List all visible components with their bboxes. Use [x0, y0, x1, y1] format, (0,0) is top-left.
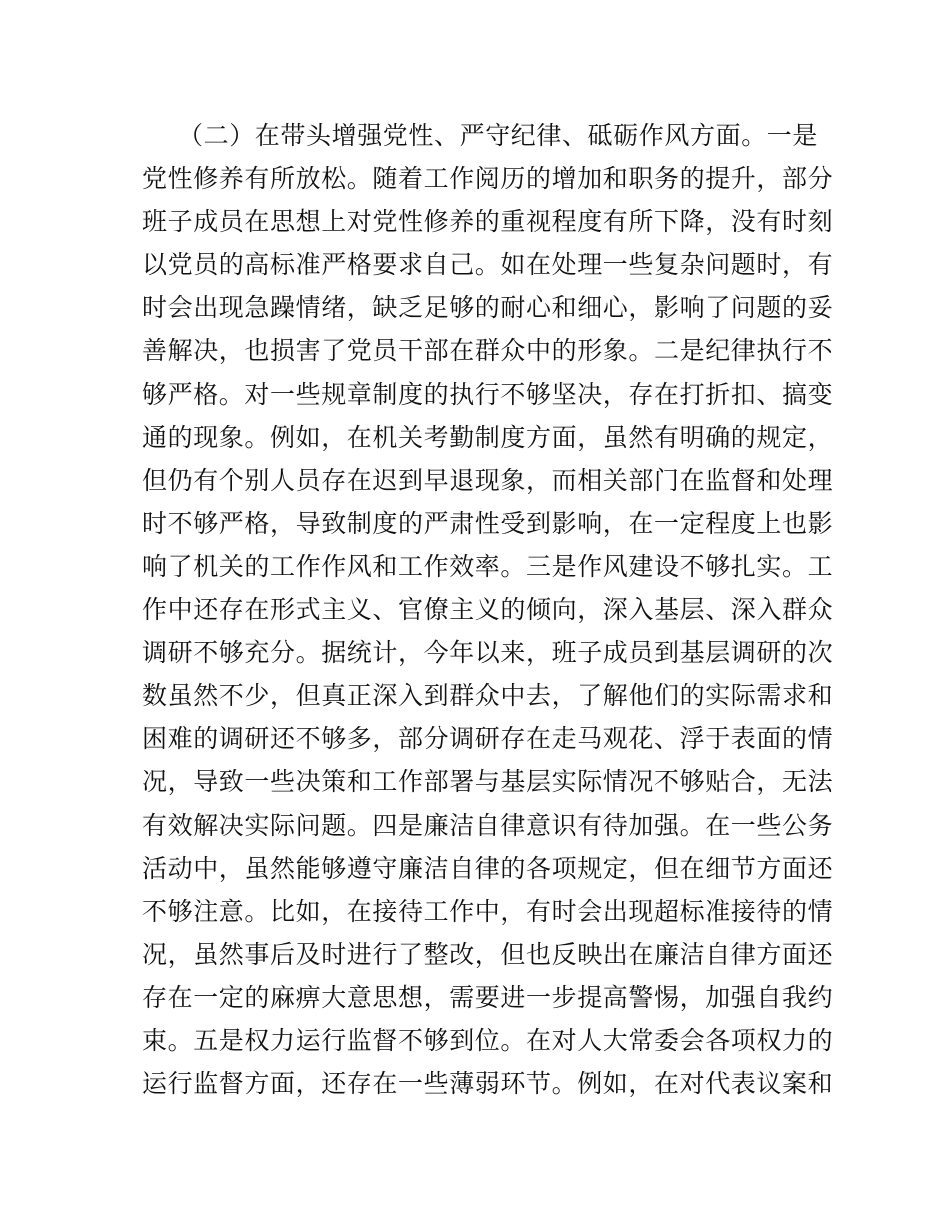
text-line: 有效解决实际问题。四是廉洁自律意识有待加强。在一些公务: [142, 810, 834, 840]
text-line: 通的现象。例如，在机关考勤制度方面，虽然有明确的规定，: [142, 422, 834, 452]
text-line: 调研不够充分。据统计，今年以来，班子成员到基层调研的次: [142, 638, 834, 668]
text-line: 响了机关的工作作风和工作效率。三是作风建设不够扎实。工: [142, 551, 834, 581]
text-line: 存在一定的麻痹大意思想，需要进一步提高警惕，加强自我约: [142, 982, 834, 1012]
text-line: 数虽然不少，但真正深入到群众中去，了解他们的实际需求和: [142, 681, 834, 711]
text-line: 但仍有个别人员存在迟到早退现象，而相关部门在监督和处理: [142, 465, 834, 495]
text-line: 束。五是权力运行监督不够到位。在对人大常委会各项权力的: [142, 1025, 834, 1055]
text-line: 善解决，也损害了党员干部在群众中的形象。二是纪律执行不: [142, 336, 834, 366]
text-line: 况，虽然事后及时进行了整改，但也反映出在廉洁自律方面还: [142, 939, 834, 969]
text-line: 运行监督方面，还存在一些薄弱环节。例如，在对代表议案和: [142, 1069, 834, 1099]
text-line: 困难的调研还不够多，部分调研存在走马观花、浮于表面的情: [142, 724, 834, 754]
body-paragraph: [142, 114, 834, 1105]
text-line: 作中还存在形式主义、官僚主义的倾向，深入基层、深入群众: [142, 595, 834, 625]
text-line: 以党员的高标准严格要求自己。如在处理一些复杂问题时，有: [142, 250, 834, 280]
text-line: （二）在带头增强党性、严守纪律、砥砺作风方面。一是: [178, 121, 819, 150]
text-line: 班子成员在思想上对党性修养的重视程度有所下降，没有时刻: [142, 207, 834, 237]
text-line: 况，导致一些决策和工作部署与基层实际情况不够贴合，无法: [142, 767, 834, 797]
text-line: 时会出现急躁情绪，缺乏足够的耐心和细心，影响了问题的妥: [142, 293, 834, 323]
text-line: 党性修养有所放松。随着工作阅历的增加和职务的提升，部分: [142, 164, 834, 194]
text-line: 活动中，虽然能够遵守廉洁自律的各项规定，但在细节方面还: [142, 853, 834, 883]
text-line: 时不够严格，导致制度的严肃性受到影响，在一定程度上也影: [142, 508, 834, 538]
text-line: 够严格。对一些规章制度的执行不够坚决，存在打折扣、搞变: [142, 379, 834, 409]
text-line: 不够注意。比如，在接待工作中，有时会出现超标准接待的情: [142, 896, 834, 926]
